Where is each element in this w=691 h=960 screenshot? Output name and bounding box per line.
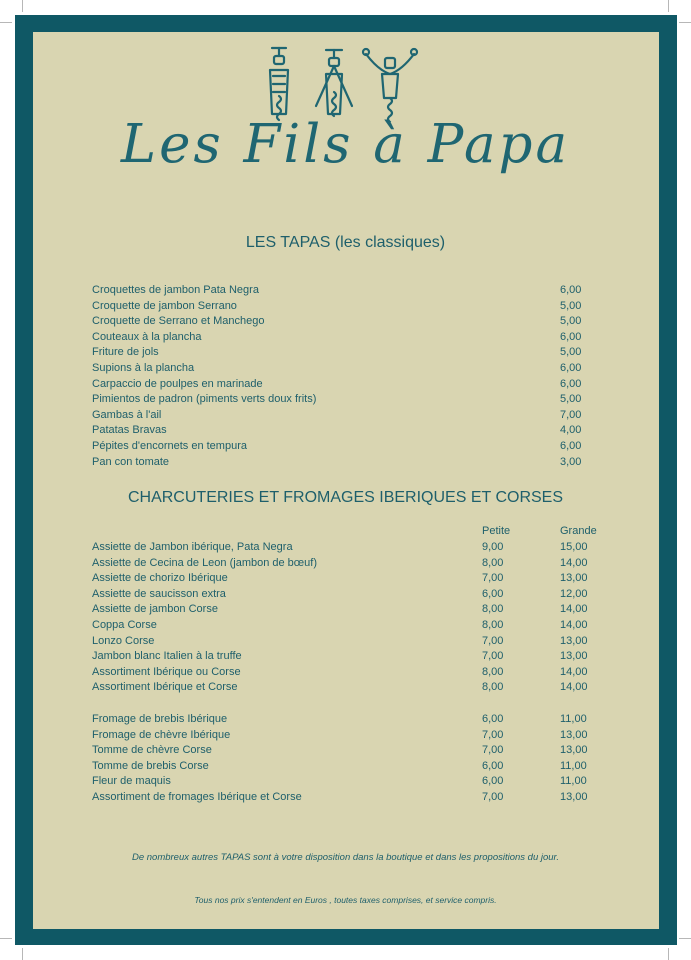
price-grande: 13,00 <box>560 744 588 757</box>
menu-item-price: 6,00 <box>560 330 582 343</box>
menu-item <box>92 313 612 329</box>
price-petite: 6,00 <box>482 775 504 788</box>
menu-item-name: Croquette de jambon Serrano <box>92 299 237 312</box>
crop-mark <box>679 938 691 939</box>
menu-item <box>92 391 612 407</box>
restaurant-title: Les Fils à Papa <box>120 114 571 175</box>
menu-item-name: Assortiment Ibérique et Corse <box>92 681 238 694</box>
price-grande: 14,00 <box>560 665 588 678</box>
column-header-petite: Petite <box>482 525 511 537</box>
menu-item-price: 6,00 <box>560 440 582 452</box>
menu-item-name: Croquette de Serrano et Manchego <box>92 315 265 328</box>
menu-item-price: 5,00 <box>560 393 582 406</box>
menu-item <box>92 344 612 360</box>
menu-item <box>92 407 612 423</box>
column-header-grande: Grande <box>560 525 597 537</box>
menu-item-name: Assiette de Jambon ibérique, Pata Negra <box>92 541 293 553</box>
crop-mark <box>22 0 23 12</box>
crop-mark <box>0 938 12 939</box>
price-petite: 7,00 <box>482 791 504 803</box>
corkscrew-icons <box>262 44 432 122</box>
price-grande: 11,00 <box>560 713 587 725</box>
price-petite: 7,00 <box>482 744 504 757</box>
price-petite: 6,00 <box>482 713 504 725</box>
menu-item <box>92 727 612 743</box>
price-petite: 7,00 <box>482 728 504 741</box>
price-grande: 13,00 <box>560 650 588 663</box>
menu-item-name: Couteaux à la plancha <box>92 330 202 343</box>
price-petite: 7,00 <box>482 650 504 663</box>
price-petite: 6,00 <box>482 587 504 600</box>
menu-item-name: Assiette de saucisson extra <box>92 587 226 600</box>
menu-item-price: 5,00 <box>560 315 582 328</box>
price-grande: 12,00 <box>560 587 588 600</box>
price-grande: 14,00 <box>560 556 588 569</box>
crop-mark <box>0 22 12 23</box>
menu-item-price: 5,00 <box>560 346 582 359</box>
menu-item <box>92 282 612 298</box>
menu-item-name: Lonzo Corse <box>92 634 155 647</box>
menu-item <box>92 539 612 555</box>
menu-item-price: 6,00 <box>560 362 582 374</box>
menu-item <box>92 648 612 664</box>
price-petite: 8,00 <box>482 665 504 678</box>
menu-item-price: 6,00 <box>560 377 582 390</box>
menu-item <box>92 570 612 586</box>
price-petite: 8,00 <box>482 681 504 694</box>
menu-item-name: Fromage de chèvre Ibérique <box>92 728 231 741</box>
menu-item-name: Jambon blanc Italien à la truffe <box>92 650 242 663</box>
menu-item <box>92 711 612 727</box>
price-grande: 13,00 <box>560 791 588 803</box>
price-disclaimer: Tous nos prix s'entendent en Euros , toutes taxes comprises, et service compris. <box>194 895 497 905</box>
crop-mark <box>668 948 669 960</box>
price-grande: 15,00 <box>560 541 588 553</box>
menu-item-name: Assortiment de fromages Ibérique et Corse <box>92 791 302 803</box>
tapas-note: De nombreux autres TAPAS sont à votre disposition dans la boutique et dans les propositions du jour. <box>131 852 560 863</box>
tapas-section-title: LES TAPAS (les classiques) <box>245 234 446 251</box>
menu-item-price: 3,00 <box>560 455 582 468</box>
menu-item-name: Fromage de brebis Ibérique <box>92 713 228 725</box>
menu-item <box>92 360 612 376</box>
charcuterie-section-title: CHARCUTERIES ET FROMAGES IBERIQUES ET CORSES <box>127 489 564 506</box>
menu-item <box>92 555 612 571</box>
menu-item-name: Tomme de chèvre Corse <box>92 744 212 757</box>
menu-item-name: Tomme de brebis Corse <box>92 759 209 772</box>
crop-mark <box>679 22 691 23</box>
menu-item <box>92 586 612 602</box>
price-grande: 14,00 <box>560 603 588 616</box>
menu-item-name: Assiette de Cecina de Leon (jambon de bœuf) <box>92 556 318 569</box>
menu-item-name: Assiette de jambon Corse <box>92 603 218 616</box>
menu-item-name: Pimientos de padron (piments verts doux frits) <box>92 393 317 406</box>
menu-item <box>92 376 612 392</box>
menu-item <box>92 617 612 633</box>
menu-item <box>92 601 612 617</box>
menu-item-name: Pépites d'encornets en tempura <box>92 440 247 452</box>
price-grande: 11,00 <box>560 775 587 788</box>
menu-item-name: Coppa Corse <box>92 619 157 631</box>
menu-item <box>92 773 612 789</box>
menu-item <box>92 298 612 314</box>
menu-item <box>92 679 612 695</box>
price-petite: 7,00 <box>482 634 504 647</box>
menu-item-price: 6,00 <box>560 284 582 296</box>
menu-item-name: Friture de jols <box>92 346 159 359</box>
price-petite: 7,00 <box>482 572 504 585</box>
menu-item-price: 7,00 <box>560 408 582 421</box>
menu-item <box>92 454 612 470</box>
menu-item <box>92 329 612 345</box>
menu-item-name: Supions à la plancha <box>92 362 195 374</box>
menu-item-name: Pan con tomate <box>92 455 170 468</box>
menu-item-name: Gambas à l'ail <box>92 408 162 421</box>
menu-item <box>92 633 612 649</box>
menu-item-price: 5,00 <box>560 299 582 312</box>
menu-item <box>92 789 612 805</box>
menu-item <box>92 664 612 680</box>
menu-item <box>92 438 612 454</box>
menu-item-name: Fleur de maquis <box>92 775 171 788</box>
price-grande: 13,00 <box>560 634 588 647</box>
menu-item <box>92 742 612 758</box>
price-petite: 8,00 <box>482 603 504 616</box>
price-petite: 6,00 <box>482 759 504 772</box>
price-grande: 14,00 <box>560 681 588 694</box>
menu-item-name: Patatas Bravas <box>92 424 167 437</box>
price-petite: 9,00 <box>482 541 504 553</box>
crop-mark <box>22 948 23 960</box>
menu-item <box>92 758 612 774</box>
price-grande: 13,00 <box>560 728 588 741</box>
menu-item-name: Croquettes de jambon Pata Negra <box>92 284 259 296</box>
menu-item-name: Assortiment Ibérique ou Corse <box>92 665 241 678</box>
menu-item-name: Assiette de chorizo Ibérique <box>92 572 228 585</box>
price-petite: 8,00 <box>482 619 504 631</box>
menu-item-name: Carpaccio de poulpes en marinade <box>92 377 263 390</box>
price-grande: 14,00 <box>560 619 588 631</box>
menu-item <box>92 422 612 438</box>
price-grande: 11,00 <box>560 759 587 772</box>
price-petite: 8,00 <box>482 556 504 569</box>
menu-item-price: 4,00 <box>560 424 582 437</box>
crop-mark <box>668 0 669 12</box>
price-grande: 13,00 <box>560 572 588 585</box>
